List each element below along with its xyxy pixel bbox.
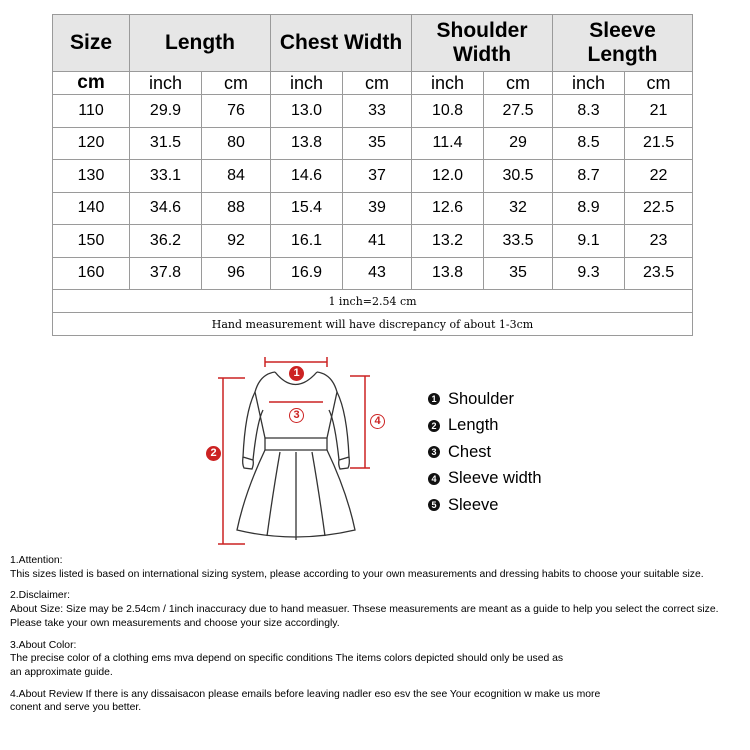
table-cell: 32	[484, 192, 553, 225]
note-title: 1.Attention:	[10, 555, 63, 566]
table-cell: 29.9	[130, 95, 202, 128]
measurement-legend	[428, 386, 542, 519]
legend-number-badge: 2	[428, 420, 440, 432]
table-cell: 21	[625, 95, 693, 128]
table-cell: 8.7	[553, 160, 625, 193]
table-cell: 33.1	[130, 160, 202, 193]
table-cell: 21.5	[625, 127, 693, 160]
table-row	[53, 192, 693, 225]
dress-measurement-diagram	[205, 352, 395, 552]
table-cell: 15.4	[271, 192, 343, 225]
note-disclaimer	[10, 589, 748, 630]
unit-inch: inch	[553, 72, 625, 95]
table-cell: 80	[202, 127, 271, 160]
table-cell: 23	[625, 225, 693, 258]
conversion-note: 1 inch=2.54 cm	[53, 290, 693, 313]
notes-section	[10, 554, 748, 723]
table-cell: 150	[53, 225, 130, 258]
unit-cm: cm	[343, 72, 412, 95]
legend-item-sleeve	[428, 492, 542, 519]
table-cell: 76	[202, 95, 271, 128]
table-cell: 37.8	[130, 257, 202, 290]
table-cell: 29	[484, 127, 553, 160]
note-title: 4.About Review If there is any dissaisacon please emails before leaving nadler eso esv the see Your ecognition w make us more	[10, 688, 601, 700]
table-cell: 8.5	[553, 127, 625, 160]
table-cell: 110	[53, 95, 130, 128]
table-row	[53, 257, 693, 290]
header-chest-width: Chest Width	[271, 15, 412, 72]
dress-illustration	[205, 352, 395, 552]
legend-item-length	[428, 413, 542, 440]
legend-number-badge: 5	[428, 499, 440, 511]
table-cell: 33	[343, 95, 412, 128]
table-cell: 14.6	[271, 160, 343, 193]
table-cell: 160	[53, 257, 130, 290]
legend-label: Sleeve	[448, 495, 499, 514]
table-cell: 36.2	[130, 225, 202, 258]
table-cell: 27.5	[484, 95, 553, 128]
note-about-color	[10, 639, 748, 680]
table-cell: 140	[53, 192, 130, 225]
note-title: 2.Disclaimer:	[10, 590, 71, 602]
table-cell: 84	[202, 160, 271, 193]
legend-number-badge: 4	[428, 473, 440, 485]
table-row	[53, 160, 693, 193]
note-line: This sizes listed is based on international sizing system, please according to your own measurements and dressing habits to choose your suitable size.	[10, 568, 704, 580]
note-title: 3.About Color:	[10, 639, 77, 651]
table-cell: 11.4	[412, 127, 484, 160]
table-cell: 39	[343, 192, 412, 225]
note-line: About Size: Size may be 2.54cm / 1inch inaccuracy due to hand measuer. Thsese measurements are meant as a guide to help you select the correct size.	[10, 604, 719, 616]
note-line: The precise color of a clothing ems mva depend on specific conditions The items colors depicted should only be used as	[10, 653, 564, 665]
unit-cm: cm	[484, 72, 553, 95]
unit-inch: inch	[130, 72, 202, 95]
note-line: conent and serve you better.	[10, 702, 142, 714]
discrepancy-note: Hand measurement will have discrepancy of about 1-3cm	[53, 313, 693, 336]
legend-number-badge: 3	[428, 446, 440, 458]
table-cell: 9.3	[553, 257, 625, 290]
legend-item-chest	[428, 439, 542, 466]
table-cell: 96	[202, 257, 271, 290]
table-row	[53, 225, 693, 258]
header-shoulder-width: Shoulder Width	[412, 15, 553, 72]
legend-item-sleeve-width	[428, 466, 542, 493]
table-cell: 13.8	[271, 127, 343, 160]
table-cell: 13.0	[271, 95, 343, 128]
legend-label: Chest	[448, 442, 492, 461]
table-cell: 23.5	[625, 257, 693, 290]
table-cell: 13.2	[412, 225, 484, 258]
legend-label: Length	[448, 416, 499, 435]
table-cell: 37	[343, 160, 412, 193]
marker-1-badge: 1	[289, 366, 304, 381]
header-size: Size	[53, 15, 130, 72]
table-cell: 10.8	[412, 95, 484, 128]
legend-item-shoulder	[428, 386, 542, 413]
unit-cm: cm	[625, 72, 693, 95]
table-cell: 34.6	[130, 192, 202, 225]
table-cell: 13.8	[412, 257, 484, 290]
table-cell: 8.9	[553, 192, 625, 225]
table-cell: 16.1	[271, 225, 343, 258]
header-sleeve-length: Sleeve Length	[553, 15, 693, 72]
table-cell: 35	[343, 127, 412, 160]
header-length: Length	[130, 15, 271, 72]
table-cell: 41	[343, 225, 412, 258]
unit-cm: cm	[202, 72, 271, 95]
table-cell: 35	[484, 257, 553, 290]
marker-4-badge: 4	[370, 414, 385, 429]
legend-label: Sleeve width	[448, 469, 542, 488]
table-cell: 8.3	[553, 95, 625, 128]
table-cell: 31.5	[130, 127, 202, 160]
note-line: Please take your own measurements and choose your size accordingly.	[10, 617, 340, 629]
table-cell: 30.5	[484, 160, 553, 193]
unit-inch: inch	[412, 72, 484, 95]
unit-inch: inch	[271, 72, 343, 95]
table-cell: 33.5	[484, 225, 553, 258]
table-cell: 16.9	[271, 257, 343, 290]
table-row	[53, 95, 693, 128]
table-cell: 22	[625, 160, 693, 193]
table-cell: 120	[53, 127, 130, 160]
note-attention	[10, 554, 748, 581]
table-cell: 92	[202, 225, 271, 258]
table-cell: 22.5	[625, 192, 693, 225]
note-line: an approximate guide.	[10, 666, 113, 678]
legend-number-badge: 1	[428, 393, 440, 405]
size-chart-table	[52, 14, 693, 336]
marker-3-badge: 3	[289, 408, 304, 423]
legend-label: Shoulder	[448, 389, 515, 408]
unit-size-cm: cm	[53, 72, 130, 95]
table-cell: 9.1	[553, 225, 625, 258]
dress-outline-icon	[237, 372, 355, 540]
note-about-review	[10, 688, 748, 715]
marker-2-badge: 2	[206, 446, 221, 461]
table-cell: 43	[343, 257, 412, 290]
table-cell: 130	[53, 160, 130, 193]
table-cell: 12.6	[412, 192, 484, 225]
table-cell: 12.0	[412, 160, 484, 193]
table-cell: 88	[202, 192, 271, 225]
table-row	[53, 127, 693, 160]
